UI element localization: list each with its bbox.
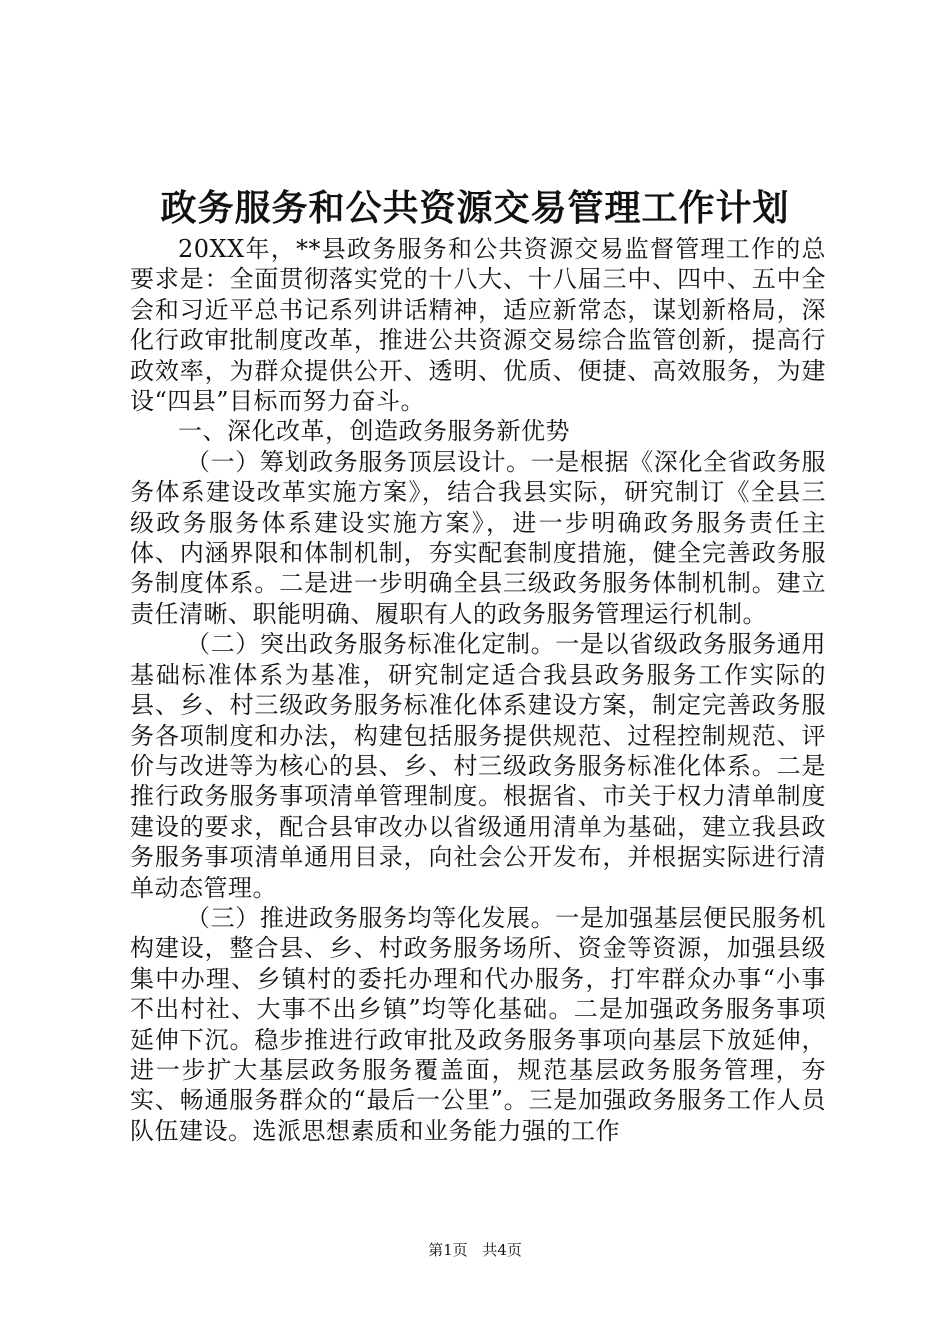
paragraph-item-1: （一）筹划政务服务顶层设计。一是根据《深化全省政务服务体系建设改革实施方案》，结合我县实际，研究制订《全县三级政务服务体系建设实施方案》，进一步明确政务服务责任主体、内涵界限和体制机制，夯实配套制度措施，健全完善政务服务制度体系。二是进一步明确全县三级政务服务体制机制。建立责任清晰、职能明确、履职有人的政务服务管理运行机制。: [130, 447, 826, 628]
section-heading: 一、深化改革，创造政务服务新优势: [178, 417, 570, 446]
page-footer: [0, 1240, 950, 1260]
document-body: [130, 234, 826, 1146]
paragraph-intro: 20XX年，**县政务服务和公共资源交易监督管理工作的总要求是：全面贯彻落实党的十八大、十八届三中、四中、五中全会和习近平总书记系列讲话精神，适应新常态，谋划新格局，深化行政审批制度改革，推进公共资源交易综合监管创新，提高行政效率，为群众提供公开、透明、优质、便捷、高效服务，为建设“四县”目标而努力奋斗。: [130, 235, 826, 416]
document-title: 政务服务和公共资源交易管理工作计划: [160, 187, 790, 229]
page-number: 第1页: [428, 1241, 468, 1259]
page-total: 共4页: [482, 1241, 522, 1259]
paragraph-item-3: （三）推进政务服务均等化发展。一是加强基层便民服务机构建设，整合县、乡、村政务服务场所、资金等资源，加强县级集中办理、乡镇村的委托办理和代办服务，打牢群众办事“小事不出村社、大事不出乡镇”均等化基础。二是加强政务服务事项延伸下沉。稳步推进行政审批及政务服务事项向基层下放延伸，进一步扩大基层政务服务覆盖面，规范基层政务服务管理，夯实、畅通服务群众的“最后一公里”。三是加强政务服务工作人员队伍建设。选派思想素质和业务能力强的工作: [130, 903, 826, 1145]
paragraph-item-2: （二）突出政务服务标准化定制。一是以省级政务服务通用基础标准体系为基准，研究制定适合我县政务服务工作实际的县、乡、村三级政务服务标准化体系建设方案，制定完善政务服务各项制度和办法，构建包括服务提供规范、过程控制规范、评价与改进等为核心的县、乡、村三级政务服务标准化体系。二是推行政务服务事项清单管理制度。根据省、市关于权力清单制度建设的要求，配合县审改办以省级通用清单为基础，建立我县政务服务事项清单通用目录，向社会公开发布，并根据实际进行清单动态管理。: [130, 630, 826, 902]
